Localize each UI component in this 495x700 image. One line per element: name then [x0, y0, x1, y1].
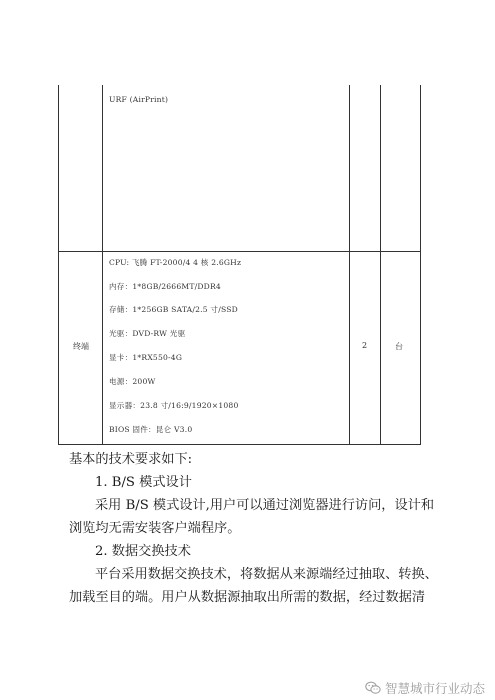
spec-line: 光驱：DVD-RW 光驱 — [109, 329, 186, 338]
spec-line: 电源：200W — [109, 377, 156, 386]
spec-line: 显卡：1*RX550-4G — [109, 353, 183, 362]
table-col-divider — [349, 85, 350, 444]
spec-line: CPU: 飞腾 FT-2000/4 4 核 2.6GHz — [109, 258, 242, 267]
section-heading: 1. B/S 模式设计 — [95, 475, 192, 490]
item-quantity: 2 — [362, 341, 368, 350]
paragraph-line: 加载至目的端。用户从数据源抽取出所需的数据，经过数据清 — [69, 590, 426, 605]
watermark — [365, 679, 485, 697]
section-heading: 2. 数据交换技术 — [95, 544, 191, 559]
spec-line: BIOS 固件：昆仑 V3.0 — [109, 425, 193, 434]
spec-table — [58, 85, 421, 445]
spec-line: 存储：1*256GB SATA/2.5 寸/SSD — [109, 305, 238, 314]
paragraph-line: 平台采用数据交换技术，将数据从来源端经过抽取、转换、 — [95, 567, 438, 582]
paragraph-line: 浏览均无需安装客户端程序。 — [69, 521, 241, 536]
spec-line: 显示器：23.8 寸/16:9/1920×1080 — [109, 401, 239, 410]
intro-text: 基本的技术要求如下: — [69, 452, 193, 467]
item-name: 终端 — [73, 342, 89, 351]
table-row-divider — [59, 251, 420, 252]
spec-line: URF (AirPrint) — [109, 95, 169, 104]
table-col-divider — [102, 85, 103, 444]
table-col-divider — [380, 85, 381, 444]
spec-line: 内存：1*8GB/2666MT/DDR4 — [109, 282, 221, 291]
wechat-icon — [365, 681, 381, 695]
watermark-text: 智慧城市行业动态 — [384, 681, 485, 696]
paragraph-line: 采用 B/S 模式设计,用户可以通过浏览器进行访问，设计和 — [95, 498, 435, 513]
item-unit: 台 — [395, 342, 403, 351]
